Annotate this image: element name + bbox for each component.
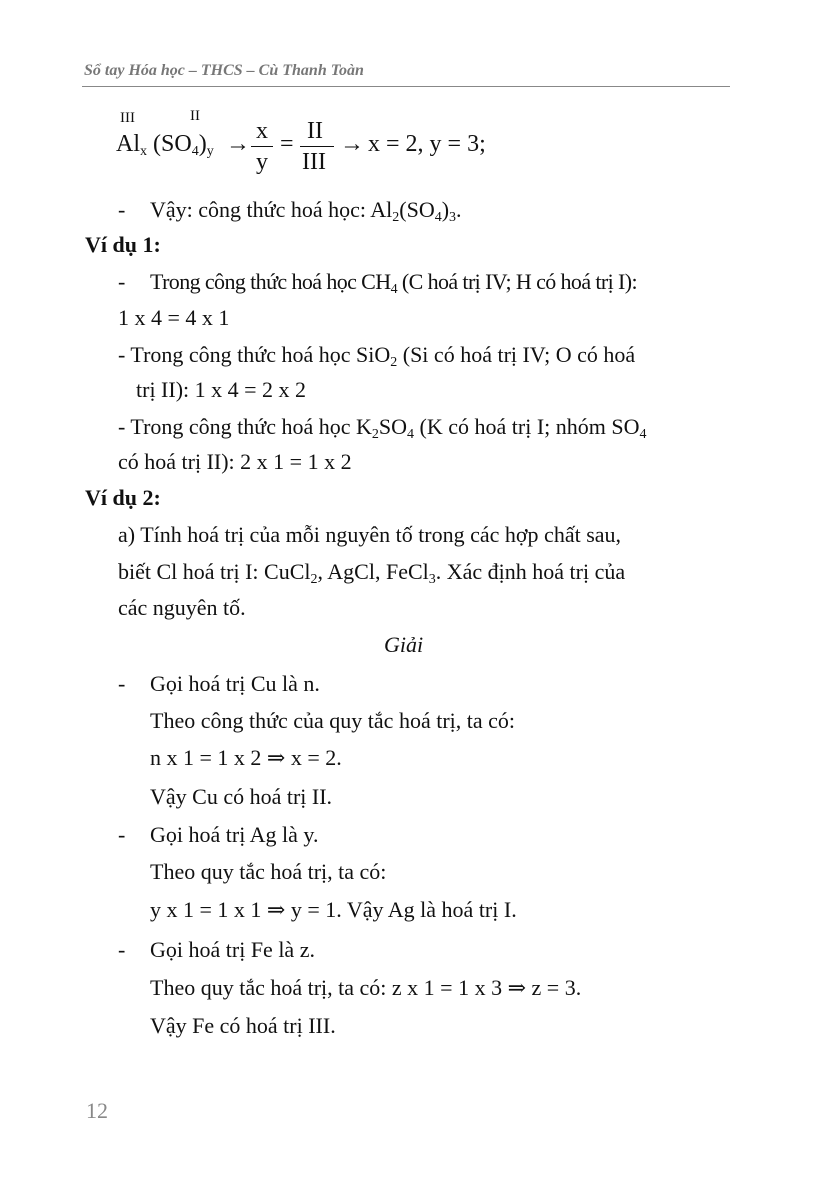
- fraction2-num: II: [307, 118, 323, 144]
- valence-so4: II: [190, 108, 200, 124]
- equals: =: [280, 131, 294, 157]
- ch4-text: Trong công thức hoá học $CH_4$ (C hoá trị IV; H có hoá trị I):: [150, 269, 638, 297]
- step-line: Gọi hoá trị Cu là n.: [150, 671, 320, 696]
- question-line: a) Tính hoá trị của mỗi nguyên tố trong các hợp chất sau,: [118, 522, 622, 547]
- solution-heading: Giải: [384, 632, 424, 657]
- k2so4-text: - Trong công thức hoá học $K_2SO_4$ (K có hoá trị I; nhóm $SO_4$: [118, 414, 647, 442]
- fraction-num: x: [256, 118, 268, 144]
- step-line: Vậy Cu có hoá trị II.: [150, 784, 333, 809]
- bullet-dash: -: [118, 937, 126, 962]
- example1-title: Ví dụ 1:: [85, 232, 161, 257]
- result: x = 2, y = 3;: [368, 131, 486, 157]
- bullet-dash: -: [118, 822, 126, 847]
- running-header: Sổ tay Hóa học – THCS – Cù Thanh Toàn: [84, 62, 364, 79]
- formula-al: $Al_x$ $(SO_4)_y$: [116, 131, 214, 159]
- sio2-calc: trị II): 1 x 4 = 2 x 2: [136, 377, 307, 402]
- step-line: y x 1 = 1 x 1 ⇒ y = 1. Vậy Ag là hoá trị I.: [150, 897, 517, 922]
- conclusion-text: Vậy: công thức hoá học: $Al_2(SO_4)_3$.: [150, 197, 462, 225]
- arrow: →: [340, 131, 364, 157]
- bullet-dash: -: [118, 671, 126, 696]
- step-line: Vậy Fe có hoá trị III.: [150, 1013, 336, 1038]
- fraction2-bar: [300, 146, 334, 147]
- fraction-den: y: [256, 149, 268, 175]
- question-line: các nguyên tố.: [118, 595, 246, 620]
- k2so4-calc: có hoá trị II): 2 x 1 = 1 x 2: [118, 449, 352, 474]
- question-line: biết Cl hoá trị I: CuCl$_2$, AgCl, FeCl$_3$. Xác định hoá trị của: [118, 559, 626, 587]
- step-line: Theo quy tắc hoá trị, ta có:: [150, 859, 387, 884]
- step-line: Gọi hoá trị Fe là z.: [150, 937, 315, 962]
- step-line: Theo quy tắc hoá trị, ta có: z x 1 = 1 x 3 ⇒ z = 3.: [150, 975, 582, 1000]
- bullet-dash: -: [118, 269, 126, 294]
- step-line: Gọi hoá trị Ag là y.: [150, 822, 319, 847]
- example2-title: Ví dụ 2:: [85, 485, 161, 510]
- header-rule: [82, 86, 730, 87]
- bullet-dash: -: [118, 197, 126, 222]
- fraction-bar: [251, 146, 273, 147]
- step-line: n x 1 = 1 x 2 ⇒ x = 2.: [150, 745, 342, 770]
- valence-al: III: [120, 110, 135, 126]
- page-number: 12: [86, 1098, 108, 1123]
- arrow: →: [226, 131, 250, 157]
- ch4-calc: 1 x 4 = 4 x 1: [118, 305, 230, 330]
- fraction2-den: III: [302, 149, 326, 175]
- step-line: Theo công thức của quy tắc hoá trị, ta có:: [150, 708, 516, 733]
- sio2-text: - Trong công thức hoá học SiO$_2$ (Si có hoá trị IV; O có hoá: [118, 342, 636, 370]
